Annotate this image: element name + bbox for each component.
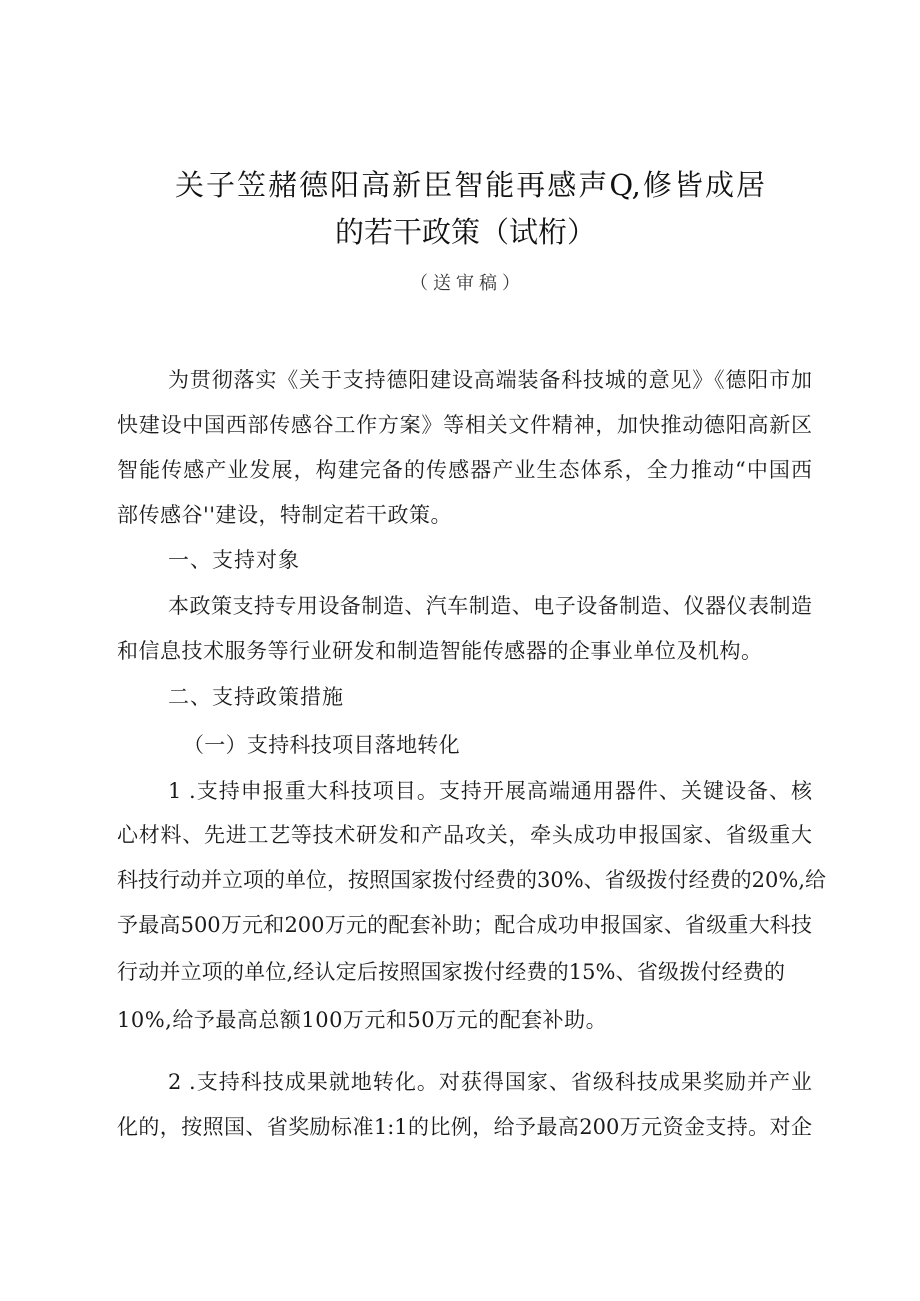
body-line: 部传感谷''建设，特制定若干政策。 [117, 503, 453, 527]
body-line: 2 .支持科技成果就地转化。对获得国家、省级科技成果奖励并产业 [168, 1070, 812, 1094]
body-line: 为贯彻落实《关于支持德阳建设高端装备科技城的意见》《德阳市加 [168, 368, 812, 392]
subsection-heading: （一）支持科技项目落地转化 [183, 733, 460, 757]
document-title-line-1: 关子笠赭德阳高新臣智能再感声Q,修皆成居 [175, 168, 765, 202]
body-line: 心材料、先进工艺等技术研发和产品攻关，牵头成功申报国家、省级重大 [117, 823, 812, 847]
body-line: 行动并立项的单位,经认定后按照国家拨付经费的15%、省级拨付经费的 [117, 960, 785, 984]
body-line: 智能传感产业发展，构建完备的传感器产业生态体系，全力推动“中国西 [117, 458, 812, 482]
document-subtitle: （送审稿） [410, 273, 520, 294]
body-line: 科技行动并立项的单位，按照国家拨付经费的30%、省级拨付经费的20%,给 [117, 868, 827, 892]
section-heading: 一、支持对象 [168, 548, 300, 572]
body-line: 1 .支持申报重大科技项目。支持开展高端通用器件、关键设备、核 [168, 779, 812, 803]
body-line: 快建设中国西部传感谷工作方案》等相关文件精神，加快推动德阳高新区 [117, 413, 812, 437]
body-line: 予最高500万元和200万元的配套补助；配合成功申报国家、省级重大科技 [117, 913, 812, 937]
body-line: 10%,给予最高总额100万元和50万元的配套补助。 [117, 1008, 608, 1032]
document-title-line-2: 的若干政策（试桁） [335, 215, 597, 249]
body-line: 本政策支持专用设备制造、汽车制造、电子设备制造、仪器仪表制造 [168, 594, 812, 618]
section-heading: 二、支持政策措施 [168, 685, 344, 709]
body-line: 化的，按照国、省奖励标准1:1的比例，给予最高200万元资金支持。对企 [117, 1115, 812, 1139]
body-line: 和信息技术服务等行业研发和制造智能传感器的企事业单位及机构。 [117, 639, 762, 663]
